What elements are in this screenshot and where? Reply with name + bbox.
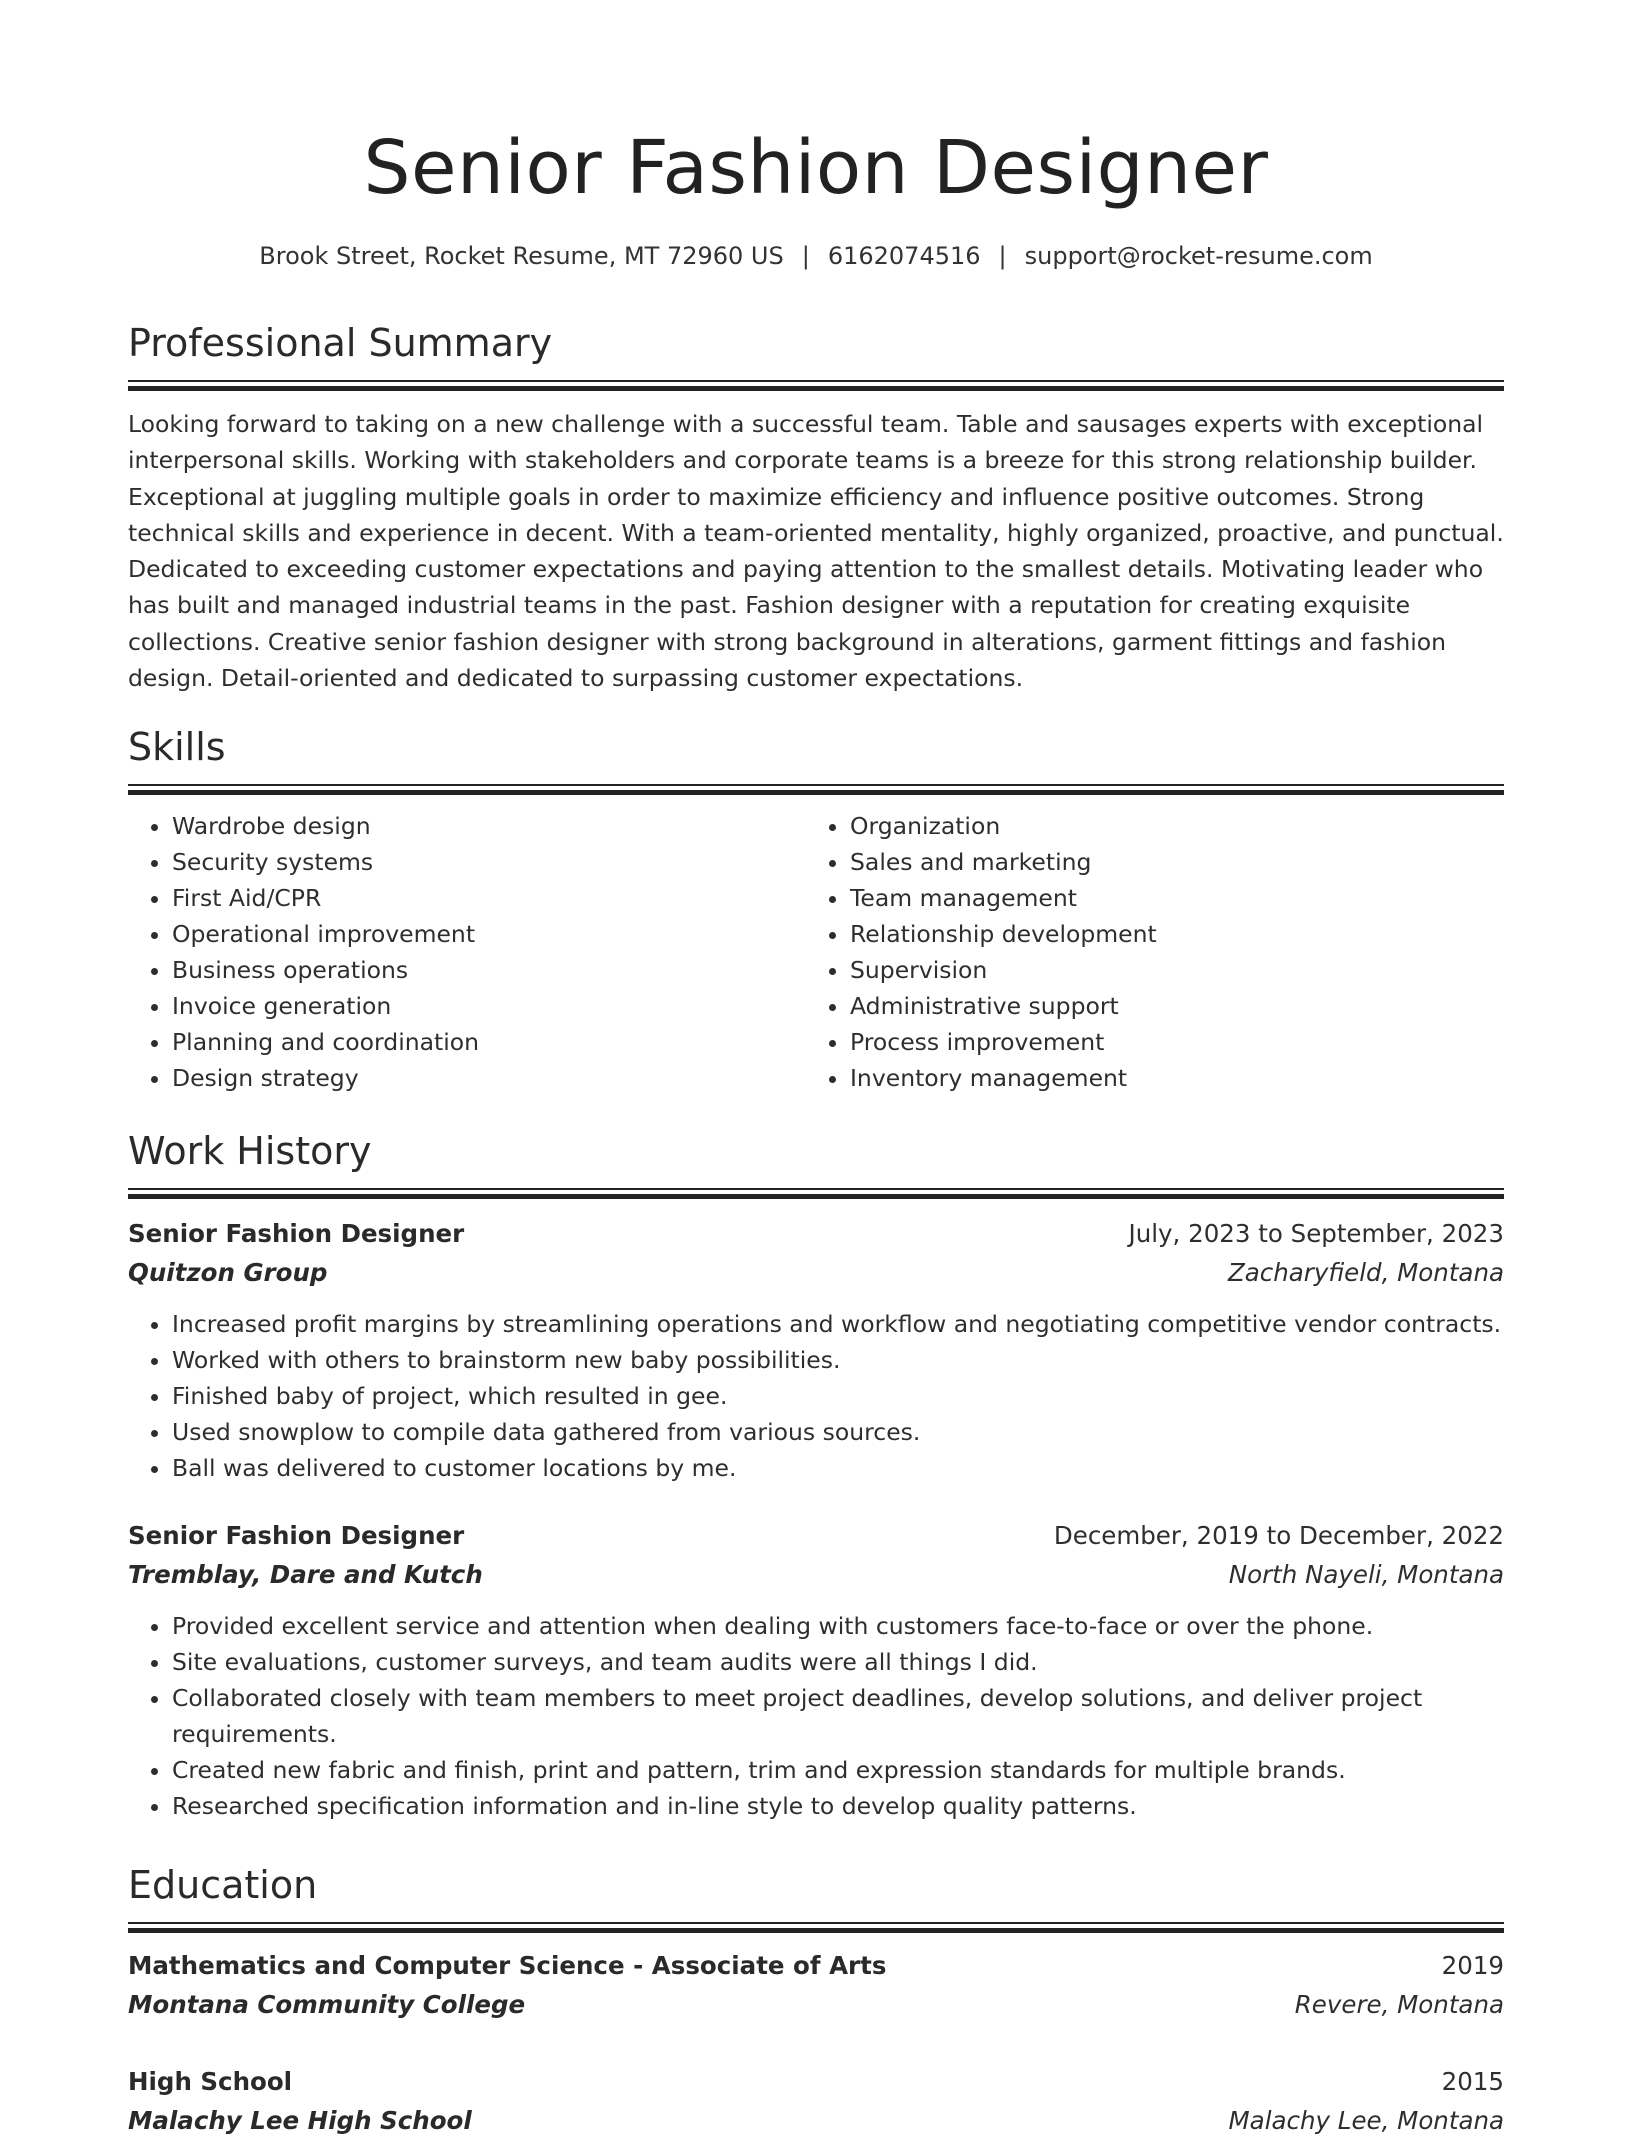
skill-item: • Design strategy — [172, 1060, 806, 1096]
skill-item: • Invoice generation — [172, 988, 806, 1024]
education-degree-row — [128, 1946, 1504, 1985]
job-bullet: • Created new fabric and finish, print and pattern, trim and expression standards for multiple brands. — [172, 1752, 1504, 1788]
job-title: Senior Fashion Designer — [128, 1219, 465, 1248]
skills-list-left — [128, 808, 806, 1096]
skill-item: • Operational improvement — [172, 916, 806, 952]
contact-separator: | — [801, 242, 810, 270]
job-location: North Nayeli, Montana — [1228, 1560, 1504, 1589]
education-section — [128, 1860, 1504, 2140]
education-entry — [128, 2062, 1504, 2140]
section-divider — [128, 784, 1504, 794]
job-dates: July, 2023 to September, 2023 — [1128, 1219, 1504, 1248]
job-entry — [128, 1214, 1504, 1486]
skills-heading: Skills — [128, 725, 226, 769]
job-bullet: • Worked with others to brainstorm new baby possibilities. — [172, 1342, 1504, 1378]
job-company: Tremblay, Dare and Kutch — [128, 1560, 483, 1589]
job-bullet: • Finished baby of project, which resulted in gee. — [172, 1378, 1504, 1414]
skill-item: • Planning and coordination — [172, 1024, 806, 1060]
job-location: Zacharyfield, Montana — [1227, 1258, 1504, 1287]
section-divider — [128, 1188, 1504, 1198]
education-school-row — [128, 1985, 1504, 2024]
job-dates: December, 2019 to December, 2022 — [1053, 1521, 1504, 1550]
education-school-row — [128, 2101, 1504, 2140]
education-location: Revere, Montana — [1294, 1990, 1504, 2019]
education-year: 2015 — [1441, 2067, 1504, 2096]
education-heading: Education — [128, 1863, 318, 1907]
job-bullets — [128, 1306, 1504, 1486]
skill-item: • Wardrobe design — [172, 808, 806, 844]
skill-item: • Relationship development — [850, 916, 1484, 952]
resume-name: Senior Fashion Designer — [363, 125, 1269, 211]
job-bullet: • Provided excellent service and attention when dealing with customers face-to-face or over the phone. — [172, 1608, 1504, 1644]
education-school: Malachy Lee High School — [128, 2106, 472, 2135]
skills-columns — [128, 808, 1504, 1096]
contact-address: Brook Street, Rocket Resume, MT 72960 US — [259, 242, 784, 270]
education-degree-row — [128, 2062, 1504, 2101]
job-company-row — [128, 1555, 1504, 1594]
contact-line — [128, 238, 1504, 274]
skill-item: • Administrative support — [850, 988, 1484, 1024]
summary-heading: Professional Summary — [128, 321, 553, 365]
section-divider — [128, 1922, 1504, 1932]
education-year: 2019 — [1441, 1951, 1504, 1980]
education-entry — [128, 1946, 1504, 2024]
summary-text: Looking forward to taking on a new challenge with a successful team. Table and sausages experts with exceptional interpersonal skills. Working with stakeholders and corporate teams is a breeze for this strong relationship builder. Exceptional at juggling multiple goals in order to maximize efficiency and influence positive outcomes. Strong technical skills and experience in decent. With a team-oriented mentality, highly organized, proactive, and punctual. Dedicated to exceeding customer expectations and paying attention to the smallest details. Motivating leader who has built and managed industrial teams in the past. Fashion designer with a reputation for creating exquisite collections. Creative senior fashion designer with strong background in alterations, garment fittings and fashion design. Detail-oriented and dedicated to surpassing customer expectations. — [128, 410, 1504, 693]
skill-item: • Supervision — [850, 952, 1484, 988]
skills-list-right — [806, 808, 1484, 1096]
section-divider — [128, 380, 1504, 390]
education-location: Malachy Lee, Montana — [1228, 2106, 1504, 2135]
job-bullet: • Site evaluations, customer surveys, and team audits were all things I did. — [172, 1644, 1504, 1680]
education-degree: Mathematics and Computer Science - Associate of Arts — [128, 1951, 887, 1980]
skill-item: • Inventory management — [850, 1060, 1484, 1096]
contact-phone: 6162074516 — [827, 242, 981, 270]
job-bullet: • Researched specification information and in-line style to develop quality patterns. — [172, 1788, 1504, 1824]
contact-separator: | — [998, 242, 1007, 270]
work-heading: Work History — [128, 1129, 372, 1173]
job-title: Senior Fashion Designer — [128, 1521, 465, 1550]
education-school: Montana Community College — [128, 1990, 526, 2019]
summary-section — [128, 318, 1504, 696]
job-entry — [128, 1516, 1504, 1824]
contact-email[interactable]: support@rocket-resume.com — [1024, 242, 1373, 270]
skill-item: • First Aid/CPR — [172, 880, 806, 916]
skill-item: • Sales and marketing — [850, 844, 1484, 880]
skill-item: • Team management — [850, 880, 1484, 916]
job-bullet: • Used snowplow to compile data gathered from various sources. — [172, 1414, 1504, 1450]
education-degree: High School — [128, 2067, 293, 2096]
job-bullet: • Collaborated closely with team members to meet project deadlines, develop solutions, and deliver project requirements. — [172, 1680, 1504, 1752]
job-company-row — [128, 1253, 1504, 1292]
work-section — [128, 1126, 1504, 1824]
skill-item: • Business operations — [172, 952, 806, 988]
job-bullet: • Ball was delivered to customer locations by me. — [172, 1450, 1504, 1486]
job-company: Quitzon Group — [128, 1258, 328, 1287]
job-title-row — [128, 1516, 1504, 1555]
skills-section — [128, 722, 1504, 1096]
skill-item: • Process improvement — [850, 1024, 1484, 1060]
skill-item: • Organization — [850, 808, 1484, 844]
job-bullets — [128, 1608, 1504, 1824]
job-title-row — [128, 1214, 1504, 1253]
skill-item: • Security systems — [172, 844, 806, 880]
job-bullet: • Increased profit margins by streamlining operations and workflow and negotiating competitive vendor contracts. — [172, 1306, 1504, 1342]
